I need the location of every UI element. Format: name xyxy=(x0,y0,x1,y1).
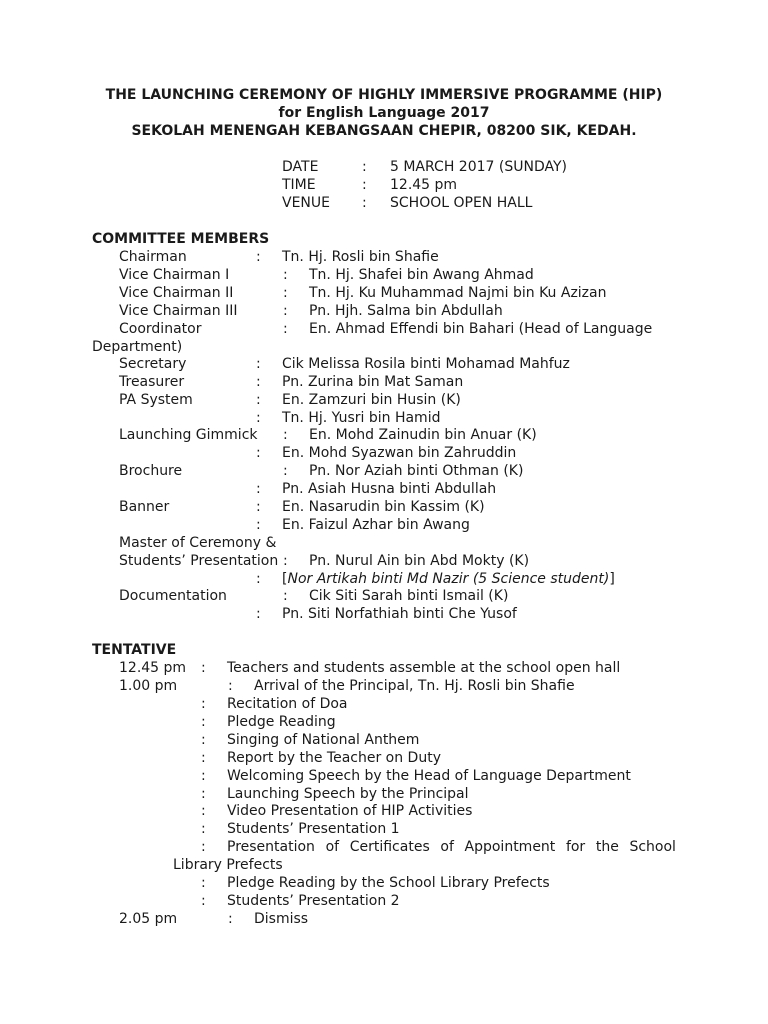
tentative-text-1: Teachers and students assemble at the school open hall xyxy=(227,660,621,676)
tentative-text-3: Dismiss xyxy=(254,911,309,927)
colon: : xyxy=(201,660,206,676)
time-value: 12.45 pm xyxy=(390,177,458,193)
colon: : xyxy=(201,821,206,837)
colon: : xyxy=(256,410,261,426)
colon: : xyxy=(362,159,367,175)
venue-value: SCHOOL OPEN HALL xyxy=(390,195,533,211)
tentative-item: Launching Speech by the Principal xyxy=(227,786,469,802)
bracket-open: [ xyxy=(282,571,288,587)
colon: : xyxy=(283,285,288,301)
word: the xyxy=(595,839,619,855)
name-documentation-2: Pn. Siti Norfathiah binti Che Yusof xyxy=(282,606,517,622)
tentative-item: Recitation of Doa xyxy=(227,696,348,712)
name-brochure-2: Pn. Asiah Husna binti Abdullah xyxy=(282,481,497,497)
colon: : xyxy=(228,678,233,694)
tentative-heading: TENTATIVE xyxy=(92,642,177,658)
colon: : xyxy=(201,750,206,766)
colon: : xyxy=(201,803,206,819)
tentative-time-2: 1.00 pm xyxy=(119,678,178,694)
word: of xyxy=(440,839,454,855)
colon: : xyxy=(283,427,288,443)
committee-heading: COMMITTEE MEMBERS xyxy=(92,231,270,247)
colon: : xyxy=(256,571,261,587)
colon: : xyxy=(256,517,261,533)
role-students-presentation: Students’ Presentation xyxy=(119,553,279,569)
colon: : xyxy=(228,911,233,927)
word: Certificates xyxy=(349,839,430,855)
name-coordinator: En. Ahmad Effendi bin Bahari (Head of Language xyxy=(309,321,653,337)
word: School xyxy=(629,839,676,855)
name-vice-chairman-1: Tn. Hj. Shafei bin Awang Ahmad xyxy=(309,267,534,283)
name-chairman: Tn. Hj. Rosli bin Shafie xyxy=(282,249,439,265)
role-vice-chairman-3: Vice Chairman III xyxy=(119,303,238,319)
name-banner-1: En. Nasarudin bin Kassim (K) xyxy=(282,499,485,515)
name-launching-gimmick-1: En. Mohd Zainudin bin Anuar (K) xyxy=(309,427,537,443)
colon: : xyxy=(201,893,206,909)
name-vice-chairman-2: Tn. Hj. Ku Muhammad Najmi bin Ku Azizan xyxy=(309,285,607,301)
role-treasurer: Treasurer xyxy=(119,374,185,390)
colon: : xyxy=(201,839,206,855)
word: Appointment xyxy=(464,839,556,855)
colon: : xyxy=(283,321,288,337)
word: of xyxy=(325,839,340,855)
name-banner-2: En. Faizul Azhar bin Awang xyxy=(282,517,470,533)
name-mc-2 xyxy=(282,570,615,588)
colon: : xyxy=(283,463,288,479)
time-label: TIME xyxy=(282,177,316,193)
name-brochure-1: Pn. Nor Aziah binti Othman (K) xyxy=(309,463,524,479)
colon: : xyxy=(362,177,367,193)
colon: : xyxy=(283,553,288,569)
tentative-item: Students’ Presentation 1 xyxy=(227,821,400,837)
colon: : xyxy=(283,303,288,319)
title-line-2: for English Language 2017 xyxy=(278,105,490,121)
bracket-close: ] xyxy=(609,571,615,587)
venue-label: VENUE xyxy=(282,195,330,211)
role-master-of-ceremony: Master of Ceremony & xyxy=(119,535,277,551)
date-label: DATE xyxy=(282,159,319,175)
role-vice-chairman-2: Vice Chairman II xyxy=(119,285,234,301)
role-vice-chairman-1: Vice Chairman I xyxy=(119,267,230,283)
tentative-item: Report by the Teacher on Duty xyxy=(227,750,441,766)
colon: : xyxy=(283,267,288,283)
name-launching-gimmick-2: En. Mohd Syazwan bin Zahruddin xyxy=(282,445,517,461)
colon: : xyxy=(256,499,261,515)
colon: : xyxy=(256,606,261,622)
tentative-item: Singing of National Anthem xyxy=(227,732,420,748)
colon: : xyxy=(362,195,367,211)
date-value: 5 MARCH 2017 (SUNDAY) xyxy=(390,159,567,175)
colon: : xyxy=(256,445,261,461)
tentative-time-1: 12.45 pm xyxy=(119,660,187,676)
name-vice-chairman-3: Pn. Hjh. Salma bin Abdullah xyxy=(309,303,503,319)
name-documentation-1: Cik Siti Sarah binti Ismail (K) xyxy=(309,588,509,604)
tentative-item: Welcoming Speech by the Head of Language Department xyxy=(227,768,631,784)
role-launching-gimmick: Launching Gimmick xyxy=(119,427,258,443)
colon: : xyxy=(256,249,261,265)
colon: : xyxy=(256,356,261,372)
name-treasurer: Pn. Zurina bin Mat Saman xyxy=(282,374,464,390)
name-mc-1: Pn. Nurul Ain bin Abd Mokty (K) xyxy=(309,553,530,569)
colon: : xyxy=(256,481,261,497)
role-secretary: Secretary xyxy=(119,356,187,372)
role-brochure: Brochure xyxy=(119,463,183,479)
word: for xyxy=(565,839,586,855)
colon: : xyxy=(256,392,261,408)
title-line-1: THE LAUNCHING CEREMONY OF HIGHLY IMMERSIVE PROGRAMME (HIP) xyxy=(105,87,663,103)
tentative-item: Video Presentation of HIP Activities xyxy=(227,803,473,819)
colon: : xyxy=(256,374,261,390)
name-pa-system-2: Tn. Hj. Yusri bin Hamid xyxy=(282,410,441,426)
tentative-item: Pledge Reading by the School Library Prefects xyxy=(227,875,550,891)
tentative-item-certificates xyxy=(227,838,676,856)
tentative-text-2: Arrival of the Principal, Tn. Hj. Rosli bin Shafie xyxy=(254,678,575,694)
colon: : xyxy=(201,786,206,802)
role-banner: Banner xyxy=(119,499,170,515)
tentative-item: Pledge Reading xyxy=(227,714,336,730)
name-mc-2-text: Nor Artikah binti Md Nazir (5 Science student) xyxy=(287,571,610,587)
title-line-3: SEKOLAH MENENGAH KEBANGSAAN CHEPIR, 08200 SIK, KEDAH. xyxy=(131,123,637,139)
colon: : xyxy=(201,875,206,891)
name-coordinator-cont: Department) xyxy=(92,339,183,355)
tentative-item: Students’ Presentation 2 xyxy=(227,893,400,909)
name-pa-system-1: En. Zamzuri bin Husin (K) xyxy=(282,392,461,408)
role-coordinator: Coordinator xyxy=(119,321,202,337)
word: Presentation xyxy=(227,839,315,855)
colon: : xyxy=(201,732,206,748)
colon: : xyxy=(201,768,206,784)
tentative-time-3: 2.05 pm xyxy=(119,911,178,927)
colon: : xyxy=(201,696,206,712)
colon: : xyxy=(201,714,206,730)
colon: : xyxy=(283,588,288,604)
role-documentation: Documentation xyxy=(119,588,227,604)
role-chairman: Chairman xyxy=(119,249,187,265)
tentative-item-certificates-cont: Library Prefects xyxy=(173,857,283,873)
role-pa-system: PA System xyxy=(119,392,193,408)
name-secretary: Cik Melissa Rosila binti Mohamad Mahfuz xyxy=(282,356,570,372)
